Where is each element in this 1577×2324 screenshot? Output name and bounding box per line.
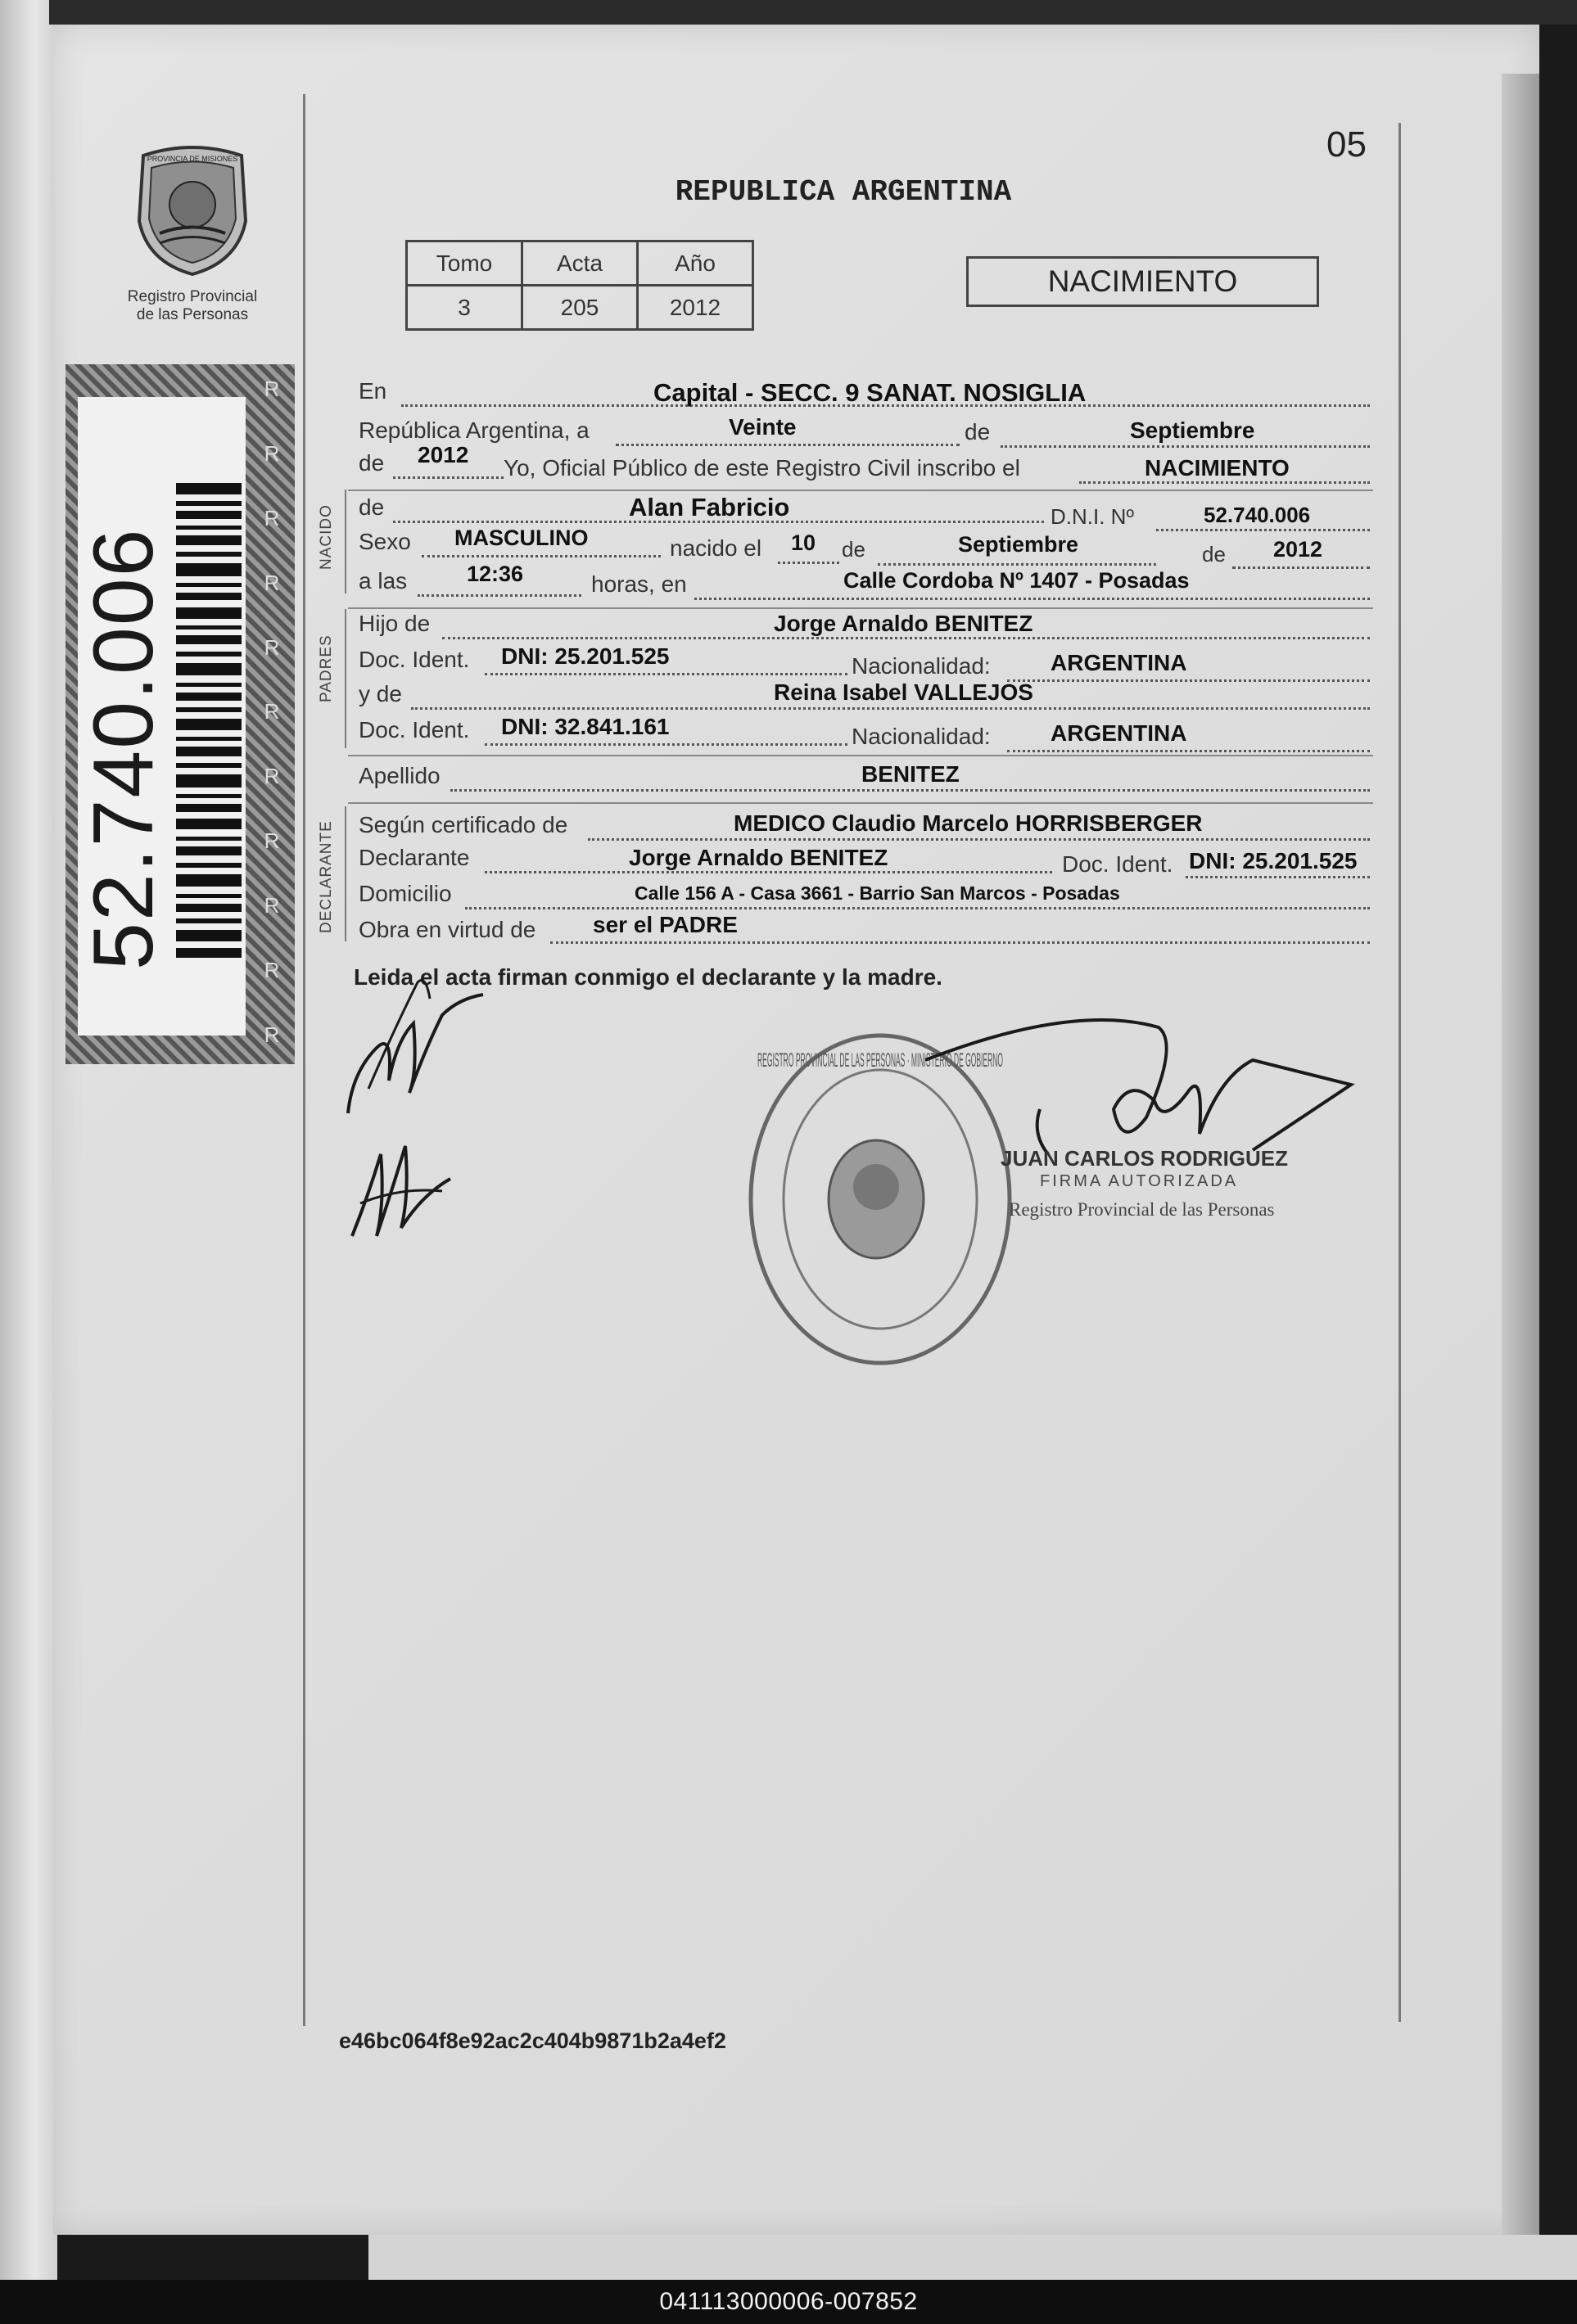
value-padre-doc: DNI: 25.201.525 xyxy=(501,643,670,669)
value-madre: Reina Isabel VALLEJOS xyxy=(774,679,1033,705)
side-label-padres: PADRES xyxy=(318,634,335,702)
label-domicilio: Domicilio xyxy=(359,881,452,906)
header-tomo: Tomo xyxy=(407,241,522,286)
label-declarante: Declarante xyxy=(359,845,470,870)
label-hijo-de: Hijo de xyxy=(359,611,431,636)
border-letter: R xyxy=(264,377,280,401)
value-nac-anio: 2012 xyxy=(1273,537,1323,562)
dotted-line xyxy=(1232,566,1370,569)
border-letter: R xyxy=(264,505,280,530)
label-y-de: y de xyxy=(359,681,402,706)
dotted-line xyxy=(694,598,1370,600)
value-madre-nac: ARGENTINA xyxy=(1051,720,1187,746)
dotted-line xyxy=(422,555,661,557)
value-apellido: BENITEZ xyxy=(861,761,960,787)
page-edge xyxy=(1502,74,1539,2235)
dotted-line xyxy=(1007,679,1370,682)
value-padre-nac: ARGENTINA xyxy=(1051,650,1187,675)
top-shadow xyxy=(49,0,1577,25)
dotted-line xyxy=(485,743,847,746)
right-margin-rule xyxy=(1399,123,1401,2022)
dotted-line xyxy=(878,563,1156,566)
label-obra-virtud: Obra en virtud de xyxy=(359,917,536,942)
label-de-3: de xyxy=(842,537,865,562)
border-letter: R xyxy=(264,440,280,466)
value-sexo: MASCULINO xyxy=(454,526,589,550)
value-declarante: Jorge Arnaldo BENITEZ xyxy=(629,845,888,870)
dotted-line xyxy=(1186,876,1370,878)
value-tipo: NACIMIENTO xyxy=(1145,455,1290,481)
value-nombre: Alan Fabricio xyxy=(629,493,790,521)
page-number: 05 xyxy=(1326,124,1367,165)
label-doc-ident-2: Doc. Ident. xyxy=(359,717,470,742)
label-de: de xyxy=(965,419,991,444)
value-anio: 2012 xyxy=(418,442,469,467)
value-lugar-nac: Calle Cordoba Nº 1407 - Posadas xyxy=(843,568,1190,593)
dni-vertical-number: 52.740.006 xyxy=(76,527,171,970)
dotted-line xyxy=(465,907,1370,909)
label-horas-en: horas, en xyxy=(591,571,687,597)
dotted-line xyxy=(550,941,1370,944)
side-label-nacido: NACIDO xyxy=(318,504,335,570)
dotted-line xyxy=(485,871,1052,873)
header-acta: Acta xyxy=(522,241,638,286)
value-domicilio: Calle 156 A - Casa 3661 - Barrio San Marcos - Posadas xyxy=(635,882,1120,904)
page-bottom-strip xyxy=(368,2235,1577,2280)
value-acta: 205 xyxy=(522,286,638,330)
value-nac-mes: Septiembre xyxy=(958,532,1079,557)
dotted-line xyxy=(588,838,1370,841)
dotted-line xyxy=(1001,445,1370,448)
dotted-line xyxy=(393,476,504,479)
border-letter: R xyxy=(264,893,280,918)
dotted-line xyxy=(778,562,839,564)
dotted-line xyxy=(485,673,847,675)
closing-statement: Leida el acta firman conmigo el declarante y la madre. xyxy=(354,964,942,990)
dotted-line xyxy=(1007,750,1370,752)
border-letter: R xyxy=(264,764,280,789)
value-mes-texto: Septiembre xyxy=(1130,417,1255,443)
border-letter: R xyxy=(264,958,280,983)
label-nacionalidad-1: Nacionalidad: xyxy=(852,653,991,679)
round-seal-text: REGISTRO PROVINCIAL DE LAS PERSONAS · MINISTERIO DE GOBIERNO xyxy=(757,1049,1003,1072)
label-nacionalidad-2: Nacionalidad: xyxy=(852,724,991,749)
record-table-values xyxy=(407,286,753,330)
dotted-line xyxy=(411,707,1370,710)
value-nac-dia: 10 xyxy=(791,530,816,555)
label-segun-certificado: Según certificado de xyxy=(359,812,568,837)
dotted-line xyxy=(616,444,960,446)
label-apellido: Apellido xyxy=(359,763,441,788)
border-letter: R xyxy=(264,634,280,660)
stamp-official-name: JUAN CARLOS RODRIGUEZ xyxy=(1001,1146,1289,1171)
seal-text: PROVINCIA DE MISIONES xyxy=(147,155,238,163)
header-anio: Año xyxy=(638,241,753,286)
left-margin-rule xyxy=(303,94,305,2026)
value-hora: 12:36 xyxy=(467,562,524,586)
stamp-official-role: FIRMA AUTORIZADA xyxy=(1040,1172,1239,1190)
label-de-4: de xyxy=(1202,542,1226,566)
record-table xyxy=(405,240,754,331)
label-en: En xyxy=(359,378,387,404)
document-type-box: NACIMIENTO xyxy=(966,256,1319,307)
dotted-line xyxy=(442,637,1370,639)
border-letter: R xyxy=(264,699,280,724)
registry-label-line-2: de las Personas xyxy=(136,306,249,323)
stamp-registry: Registro Provincial de las Personas xyxy=(1009,1199,1275,1220)
document-title: REPUBLICA ARGENTINA xyxy=(675,175,1012,209)
section-rule xyxy=(348,490,1373,491)
value-certificado: MEDICO Claudio Marcelo HORRISBERGER xyxy=(734,810,1203,836)
label-de-2: de xyxy=(359,450,385,476)
record-table-header xyxy=(407,241,753,286)
label-doc-ident-1: Doc. Ident. xyxy=(359,647,470,672)
label-doc-ident-3: Doc. Ident. xyxy=(1062,851,1173,877)
barcode-icon xyxy=(176,483,242,958)
value-dni: 52.740.006 xyxy=(1204,503,1311,527)
value-virtud: ser el PADRE xyxy=(593,912,738,937)
label-dni: D.N.I. Nº xyxy=(1051,504,1134,529)
book-binding xyxy=(0,0,57,2284)
label-yo-oficial: Yo, Oficial Público de este Registro Civil inscribo el xyxy=(504,455,1020,481)
section-rule xyxy=(348,607,1373,609)
value-madre-doc: DNI: 32.841.161 xyxy=(501,714,670,739)
value-lugar: Capital - SECC. 9 SANAT. NOSIGLIA xyxy=(653,378,1087,407)
label-de-nombre: de xyxy=(359,494,385,520)
registry-label xyxy=(111,288,274,324)
dotted-line xyxy=(1156,529,1370,531)
value-declarante-doc: DNI: 25.201.525 xyxy=(1189,848,1358,873)
dotted-line xyxy=(1079,481,1370,484)
label-republica: República Argentina, a xyxy=(359,417,590,443)
border-letter: R xyxy=(264,828,280,854)
signature-declarante-icon xyxy=(336,950,499,1134)
label-sexo: Sexo xyxy=(359,529,411,554)
value-anio: 2012 xyxy=(638,286,753,330)
section-rule xyxy=(348,802,1373,804)
value-dia-texto: Veinte xyxy=(729,414,797,440)
province-seal-icon xyxy=(131,143,254,278)
dotted-line xyxy=(418,594,581,597)
document-hash: e46bc064f8e92ac2c404b9871b2a4ef2 xyxy=(339,2028,726,2053)
barcode-border-letters xyxy=(255,377,288,1048)
border-letter: R xyxy=(264,570,280,595)
footer-id: 041113000006-007852 xyxy=(659,2288,918,2315)
border-letter: R xyxy=(264,1022,280,1047)
declarante-rule xyxy=(345,806,346,941)
registry-label-line-1: Registro Provincial xyxy=(127,288,258,305)
dotted-line xyxy=(450,789,1370,792)
value-tomo: 3 xyxy=(407,286,522,330)
padres-rule xyxy=(345,609,346,748)
section-rule xyxy=(348,755,1373,756)
signature-madre-icon xyxy=(344,1130,459,1257)
label-nacido-el: nacido el xyxy=(670,535,762,561)
side-label-declarante: DECLARANTE xyxy=(318,820,335,933)
nacido-rule xyxy=(345,490,346,593)
label-a-las: a las xyxy=(359,568,408,593)
value-padre: Jorge Arnaldo BENITEZ xyxy=(774,611,1033,636)
